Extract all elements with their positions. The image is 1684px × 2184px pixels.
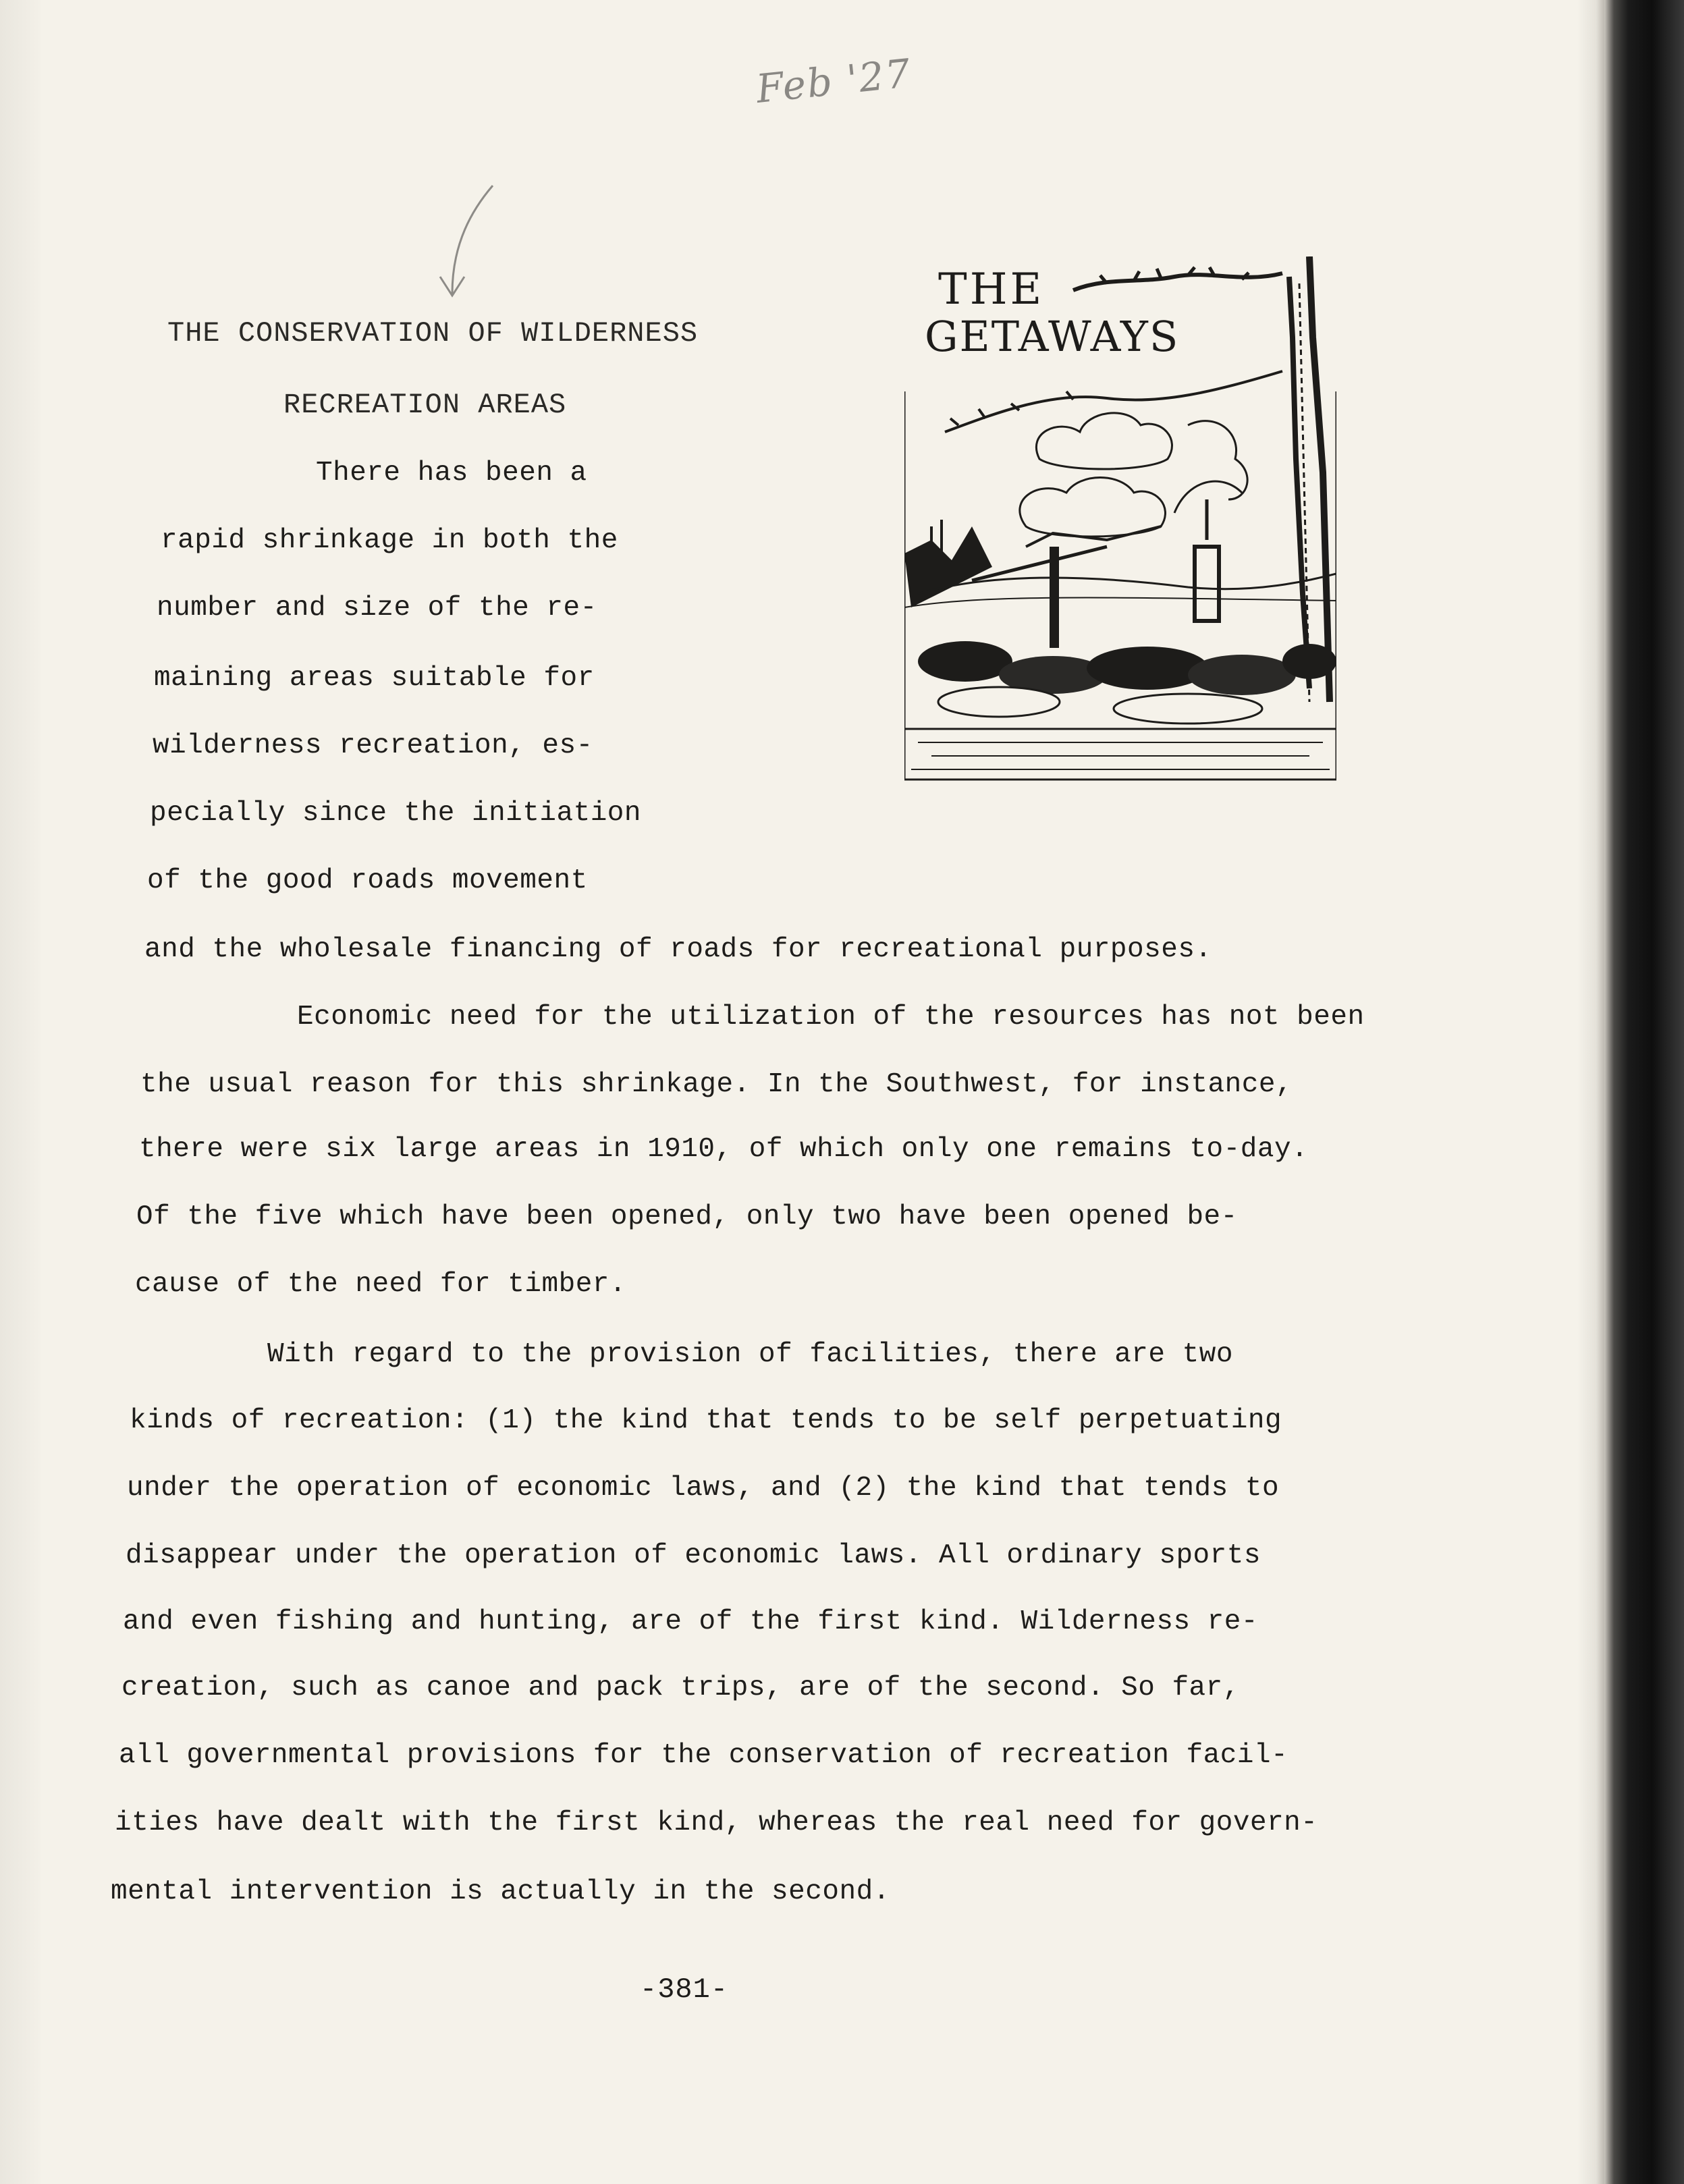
handwritten-arrow-icon [425,182,506,304]
left-paper-edge [0,0,40,2184]
heading-line-2: RECREATION AREAS [283,389,567,421]
text-line: rapid shrinkage in both the [161,525,618,556]
text-line: With regard to the provision of facilities, there are two [267,1339,1233,1370]
illustration-title-line-1: THE [938,265,1045,315]
heading-line-1: THE CONSERVATION OF WILDERNESS [167,317,699,350]
text-line: under the operation of economic laws, and (2) the kind that tends to [127,1473,1280,1504]
text-line: ities have dealt with the first kind, whereas the real need for govern- [115,1807,1318,1838]
scan-shadow [1604,0,1684,2184]
text-line: all governmental provisions for the conservation of recreation facil- [119,1740,1288,1771]
text-line: number and size of the re- [157,593,597,624]
illustration-title-line-2: GETAWAYS [925,312,1180,361]
text-line: there were six large areas in 1910, of which only one remains to-day. [139,1134,1309,1165]
text-line: Of the five which have been opened, only two have been opened be- [136,1201,1238,1232]
text-line: pecially since the initiation [150,798,642,829]
text-line: cause of the need for timber. [135,1269,627,1300]
text-line: and the wholesale financing of roads for recreational purposes. [144,934,1212,965]
text-line: the usual reason for this shrinkage. In the Southwest, for instance, [140,1069,1293,1100]
handwritten-date: Feb '27 [754,50,914,112]
page-number: -381- [640,1973,729,2006]
right-paper-edge [1577,0,1604,2184]
text-line: mental intervention is actually in the second. [111,1876,890,1907]
text-line: maining areas suitable for [154,663,595,694]
text-line: There has been a [316,458,587,489]
getaways-illustration [904,256,1336,783]
text-line: wilderness recreation, es- [153,730,593,761]
text-line: and even fishing and hunting, are of the first kind. Wilderness re- [123,1606,1258,1637]
text-line: of the good roads movement [147,865,588,896]
text-line: kinds of recreation: (1) the kind that tends to be self perpetuating [130,1405,1282,1436]
text-line: creation, such as canoe and pack trips, are of the second. So far, [121,1672,1240,1703]
text-line: disappear under the operation of economic laws. All ordinary sports [126,1540,1261,1571]
text-line: Economic need for the utilization of the resources has not been [297,1002,1365,1033]
